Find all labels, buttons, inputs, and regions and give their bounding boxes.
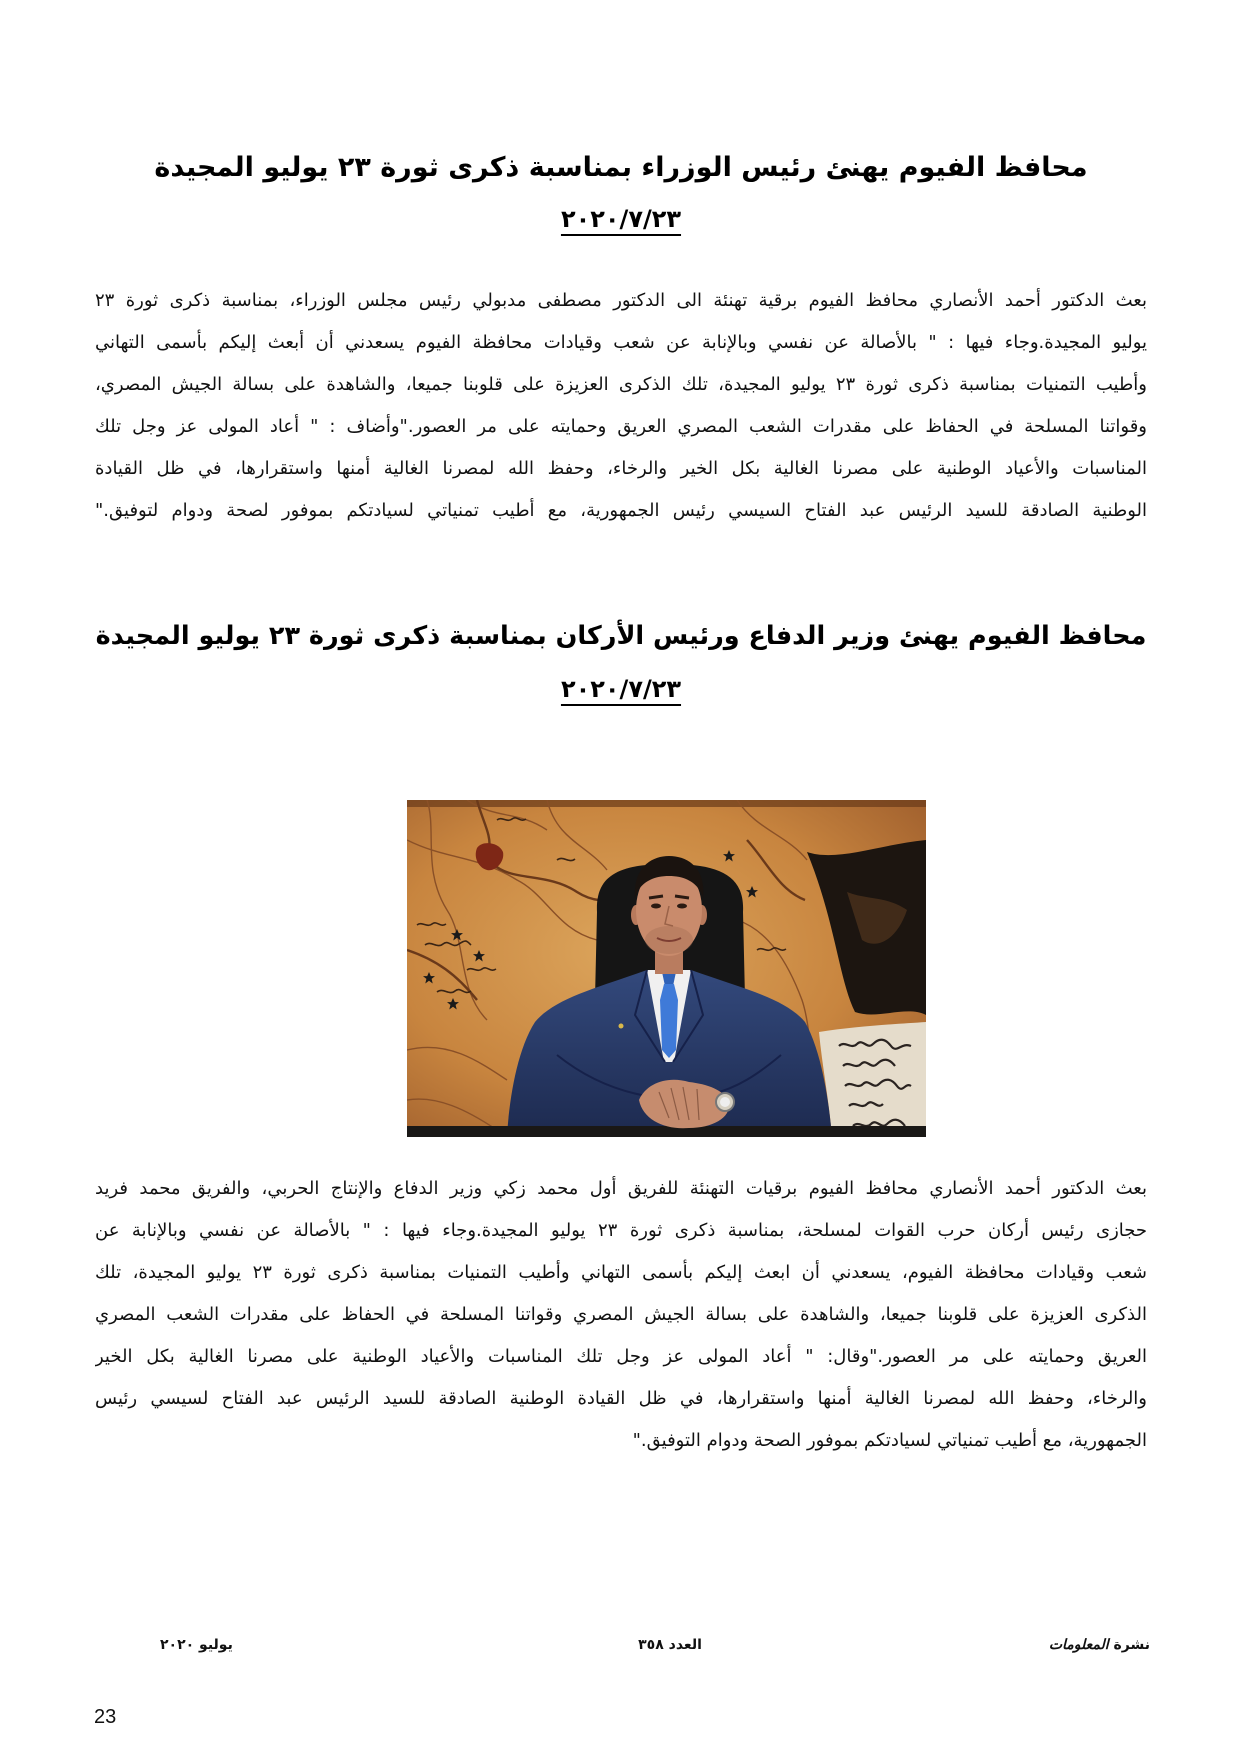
- wristwatch-face: [720, 1097, 730, 1107]
- article-2-line: العريق وحمايته على مر العصور."وقال: " أعاد المولى عز وجل تلك المناسبات والأعياد الوطنية على مصرنا الغالية بكل الخير: [95, 1346, 1147, 1367]
- article-2-line: بعث الدكتور أحمد الأنصاري محافظ الفيوم برقيات التهنئة للفريق أول محمد زكي وزير الدفاع والإنتاج الحربي، والفريق محمد فريد: [95, 1178, 1147, 1199]
- article-2-line: شعب وقيادات محافظة الفيوم، يسعدني أن ابعث إليكم بأسمى التهاني وأطيب التمنيات بمناسبة ذكرى ثورة ٢٣ يوليو المجيدة، تلك: [95, 1262, 1147, 1283]
- article-1-date-text: ٢٠٢٠/٧/٢٣: [560, 205, 682, 233]
- article-2-date-text: ٢٠٢٠/٧/٢٣: [560, 675, 682, 703]
- footer-issue-number: العدد ٣٥٨: [638, 1637, 702, 1653]
- article-2-line: حجازى رئيس أركان حرب القوات لمسلحة، بمناسبة ذكرى ثورة ٢٣ يوليو المجيدة.وجاء فيها : " بالأصالة عن نفسي وبالإنابة عن: [95, 1220, 1147, 1241]
- governor-photo: [407, 800, 926, 1137]
- article-1-title: محافظ الفيوم يهنئ رئيس الوزراء بمناسبة ذكرى ثورة ٢٣ يوليو المجيدة: [154, 152, 1088, 183]
- article-1-line: وقواتنا المسلحة في الحفاظ على مقدرات الشعب المصري العريق وحمايته على مر العصور."وأضاف : " أعاد المولى عز وجل تلك: [95, 416, 1147, 437]
- tie: [660, 984, 678, 1058]
- footer-publication-name: [1049, 1634, 1150, 1656]
- lapel-pin: [619, 1024, 624, 1029]
- eye-right: [677, 904, 687, 909]
- article-1-line: يوليو المجيدة.وجاء فيها : " بالأصالة عن نفسي وبالإنابة عن شعب وقيادات محافظة الفيوم يسعدني أن أبعث إليكم بأسمى التهاني: [95, 332, 1147, 353]
- map-top-edge: [407, 800, 926, 807]
- article-2-line: الجمهورية، مع أطيب تمنياتي لسيادتكم بموفور الصحة ودوام التوفيق.": [632, 1430, 1147, 1451]
- article-1-line: وأطيب التمنيات بمناسبة ذكرى ثورة ٢٣ يوليو المجيدة، تلك الذكرى العزيزة على قلوبنا جميعا، والشاهدة على بسالة الجيش المصري،: [95, 374, 1147, 395]
- desk: [407, 1126, 926, 1137]
- eye-left: [651, 904, 661, 909]
- governor-photo-image: [407, 800, 926, 1137]
- map-legend-box: [819, 1022, 926, 1137]
- article-2-body: [95, 1168, 1147, 1462]
- article-2-line: والرخاء، وحفظ الله لمصرنا الغالية أمنها واستقرارها، في ظل القيادة الوطنية الصادقة للسيد الرئيس عبد الفتاح لسيسي رئيس: [95, 1388, 1147, 1409]
- article-1-body: [95, 280, 1147, 532]
- article-2-date: [95, 671, 1147, 710]
- article-2-line: الذكرى العزيزة على قلوبنا جميعا، والشاهدة على بسالة الجيش المصري وقواتنا المسلحة في الحفاظ على مقدرات الشعب المصري: [95, 1304, 1147, 1325]
- article-1-line: الوطنية الصادقة للسيد الرئيس عبد الفتاح السيسي رئيس الجمهورية، مع أطيب تمنياتي لسيادتكم بموفور لصحة ودوام لتوفيق.": [95, 500, 1147, 521]
- article-1-date: [95, 201, 1147, 240]
- footer-issue-date: يوليو ٢٠٢٠: [160, 1637, 233, 1653]
- article-1-line: بعث الدكتور أحمد الأنصاري محافظ الفيوم برقية تهنئة الى الدكتور مصطفى مدبولي رئيس مجلس الوزراء، بمناسبة ذكرى ثورة ٢٣: [95, 290, 1147, 311]
- page-number: 23: [94, 1706, 117, 1728]
- footer-publication-prefix: نشرة: [1113, 1637, 1150, 1653]
- article-2-title: محافظ الفيوم يهنئ وزير الدفاع ورئيس الأركان بمناسبة ذكرى ثورة ٢٣ يوليو المجيدة: [95, 621, 1147, 651]
- footer-publication-title: المعلومات: [1048, 1637, 1109, 1653]
- article-1-line: المناسبات والأعياد الوطنية على مصرنا الغالية بكل الخير والرخاء، وحفظ الله لمصرنا الغالية أمنها واستقرارها، في ظل القيادة: [95, 458, 1147, 479]
